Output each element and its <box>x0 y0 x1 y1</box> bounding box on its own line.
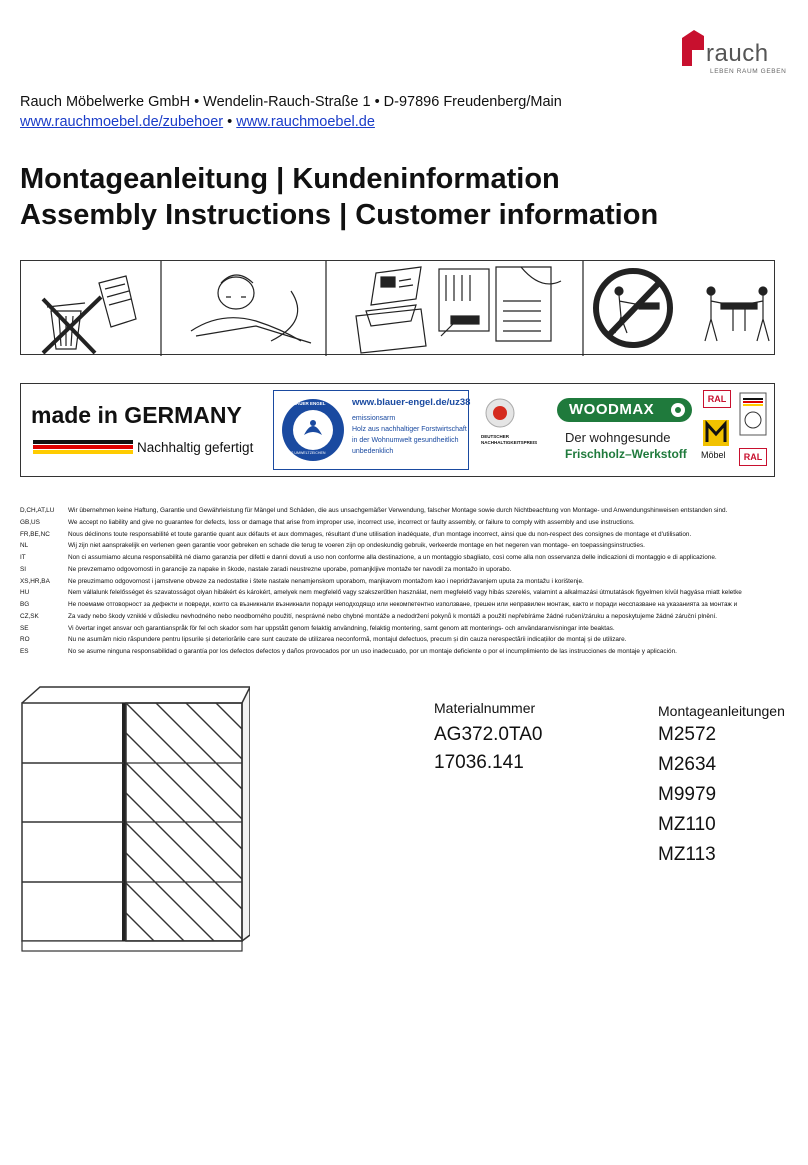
logo-tagline: LEBEN RAUM GEBEN <box>710 68 787 75</box>
disclaimer-text: Не поемаме отговорност за дефекти и повреди, които са възникнали възникнали поради неподходящо или некомпетентно използване, грешен или неправилен монтаж, както и поради несспазване на указанията за монтаж и <box>68 601 738 608</box>
disclaimer-row <box>20 576 790 588</box>
sustainable-label: Nachhaltig gefertigt <box>137 440 254 455</box>
disclaimer-country-codes: IT <box>20 554 26 561</box>
moebel-label: Möbel <box>701 450 726 460</box>
ral-badge-bottom: RAL <box>739 448 767 466</box>
disclaimer-text: Za vady nebo škody vzniklé v důsledku nevhodného nebo neodborného použití, nesprávné nebo chybné montáže a nedodržení pokynů k montáži a použití nepřebíráme žádné ručení/záruku a neposkytujeme žádné záruční plnění. <box>68 612 718 620</box>
no-discard-instructions-icon <box>43 276 136 353</box>
disclaimer-text: Wij zijn niet aansprakelijk en verlenen geen garantie voor gebreken en schade die terug te voeren zijn op ondeskundig gebruik, verkeerde montage en het negeren van montage- en toepassingsinstructies. <box>68 542 645 550</box>
woodmax-gear-icon <box>669 401 687 419</box>
instructions-label: Montageanleitungen <box>658 703 785 719</box>
disclaimer-row <box>20 646 790 658</box>
disclaimer-country-codes: NL <box>20 542 29 550</box>
disclaimer-country-codes: XS,HR,BA <box>20 577 50 585</box>
wardrobe-illustration <box>20 685 250 960</box>
page-title-german: Montageanleitung | Kundeninformation <box>20 163 560 195</box>
disclaimer-list <box>20 505 790 658</box>
sustainability-award-icon <box>483 396 517 430</box>
blauer-engel-url: www.blauer-engel.de/uz38 <box>352 397 471 408</box>
disclaimer-text: Nu ne asumăm nicio răspundere pentru lipsurile și deteriorările care sunt cauzate de utilizarea neconformă, montajul defectuos, precum și din cauza nerespectării indicațiilor de montaj și de utilizare. <box>68 636 627 644</box>
disclaimer-text: Nous déclinons toute responsabilité et toute garantie quant aux défauts et aux dommages, résultant d'une utilisation inadéquate, d'un montage incorrect, ainsi que du non-respect des consignes de montage et d'utilisation. <box>68 530 692 538</box>
disclaimer-row <box>20 540 790 552</box>
certification-banner <box>20 383 775 477</box>
disclaimer-text: Non ci assumiamo alcuna responsabilità né diamo garanzia per difetti e danni dovuti a uso non conforme alla destinazione, a un montaggio sbagliato, così come alla non osservanza delle indicazioni di montaggio e di applicazione. <box>68 554 717 561</box>
disclaimer-country-codes: GB,US <box>20 518 40 526</box>
disclaimer-country-codes: BG <box>20 601 30 608</box>
blauer-engel-points <box>352 413 467 457</box>
award-line-1: DEUTSCHER <box>481 434 510 439</box>
woodmax-line-2: Frischholz–Werkstoff <box>565 447 687 461</box>
instruction-number-2: M2634 <box>658 754 717 775</box>
disclaimer-text: We accept no liability and give no guarantee for defects, loss or damage that arise from improper use, incorrect use, incorrect or faulty assembly, or failure to comply with assembly and use instructions. <box>68 518 635 526</box>
no-single-person-icon <box>596 271 670 345</box>
disclaimer-country-codes: RO <box>20 636 30 644</box>
website-links <box>20 114 375 130</box>
disclaimer-text: Vi övertar inget ansvar och garantianspråk för fel och skador som har uppstått genom felaktig användning, felaktig montering, samt genom att monterings- och användaranvisningar inte beaktas. <box>68 624 615 632</box>
disclaimer-row <box>20 552 790 564</box>
instruction-pictograms <box>20 260 775 355</box>
disclaimer-text: Ne prevzemamo odgovornosti in garancije za napake in škode, nastale zaradi neustrezne uporabe, pomanjkljive montaže ter navodil za montažo in uporabo. <box>68 565 512 573</box>
germany-quality-seal-icon <box>739 392 767 436</box>
disclaimer-text: Ne preuzimamo odgovornost i jamstvene obveze za nedostatke i štete nastale nenamjenskom uporabom, manjkavom montažom kao i nepridržavanjem uputa za montažu i korištenje. <box>68 577 584 585</box>
keep-instructions-icon <box>356 267 561 353</box>
seal-ring-top: BLAUER ENGEL <box>290 401 326 406</box>
disclaimer-row <box>20 564 790 576</box>
link-separator: • <box>227 114 233 130</box>
instruction-number-1: M2572 <box>658 724 717 745</box>
rauch-logo-mark-icon <box>680 28 706 68</box>
disclaimer-row <box>20 599 790 611</box>
company-address: Rauch Möbelwerke GmbH • Wendelin-Rauch-Straße 1 • D-97896 Freudenberg/Main <box>20 94 562 110</box>
point-1: emissionsarm <box>352 415 396 422</box>
woodmax-line-1: Der wohngesunde <box>565 430 671 445</box>
disclaimer-country-codes: SE <box>20 624 29 632</box>
award-line-2: NACHHALTIGKEITSPREIS <box>481 440 538 445</box>
instruction-number-5: MZ113 <box>658 844 716 865</box>
disclaimer-country-codes: D,CH,AT,LU <box>20 507 55 514</box>
point-3: in der Wohnumwelt gesundheitlich unbedenklich <box>352 437 459 455</box>
blauer-engel-panel <box>273 390 469 470</box>
disclaimer-country-codes: CZ,SK <box>20 612 39 620</box>
disclaimer-text: Wir übernehmen keine Haftung, Garantie und Gewährleistung für Mängel und Schäden, die aus unsachgemäßer Verwendung, falscher Montage sowie durch Nichtbeachtung von Montage- und Anwendungshinweisen entstanden sind. <box>68 507 728 514</box>
woodmax-label: WOODMAX <box>569 401 655 418</box>
disclaimer-country-codes: FR,BE,NC <box>20 530 50 538</box>
moebel-m-mark-icon <box>703 420 729 446</box>
material-number-1: AG372.0TA0 <box>434 724 543 745</box>
two-person-assembly-icon <box>705 287 769 341</box>
disclaimer-country-codes: HU <box>20 589 30 597</box>
material-number-2: 17036.141 <box>434 752 524 773</box>
disclaimer-row <box>20 611 790 623</box>
disclaimer-row <box>20 529 790 541</box>
read-instructions-icon <box>191 275 311 343</box>
woodmax-badge <box>557 398 692 422</box>
disclaimer-row <box>20 634 790 646</box>
ral-badge-top: RAL <box>703 390 731 408</box>
page-title-english: Assembly Instructions | Customer information <box>20 199 659 231</box>
instruction-number-3: M9979 <box>658 784 717 805</box>
logo-wordmark: rauch <box>706 40 769 67</box>
germany-flag-stripes-icon <box>33 440 133 454</box>
disclaimer-text: No se asume ninguna responsabilidad o garantía por los defectos defectos y daños provocados por un uso inadecuado, por un montaje deficiente o por el incumplimiento de las instrucciones de montaje y aplicación. <box>68 648 677 655</box>
disclaimer-row <box>20 587 790 599</box>
seal-ring-bottom: DAS UMWELTZEICHEN <box>286 451 326 455</box>
disclaimer-row <box>20 517 790 529</box>
point-2: Holz aus nachhaltiger Forstwirtschaft <box>352 426 467 433</box>
disclaimer-row <box>20 623 790 635</box>
disclaimer-country-codes: ES <box>20 648 29 655</box>
rauch-logo <box>676 26 788 76</box>
disclaimer-country-codes: SI <box>20 565 27 573</box>
made-in-germany-label: made in GERMANY <box>31 402 242 428</box>
website-link[interactable]: www.rauchmoebel.de <box>236 114 375 130</box>
material-number-label: Materialnummer <box>434 700 536 716</box>
accessories-link[interactable]: www.rauchmoebel.de/zubehoer <box>20 114 224 130</box>
instruction-number-4: MZ110 <box>658 814 716 835</box>
disclaimer-row <box>20 505 790 517</box>
disclaimer-text: Nem vállalunk felelősséget és szavatosságot olyan hibákért és károkért, amelyek nem megfelelő vagy szakszerűtlen használat, nem megfelelő vagy hibás szerelés, valamint a alkalmazási útmutatások figyelmen kívül hagyása miatt keletke <box>68 589 742 597</box>
